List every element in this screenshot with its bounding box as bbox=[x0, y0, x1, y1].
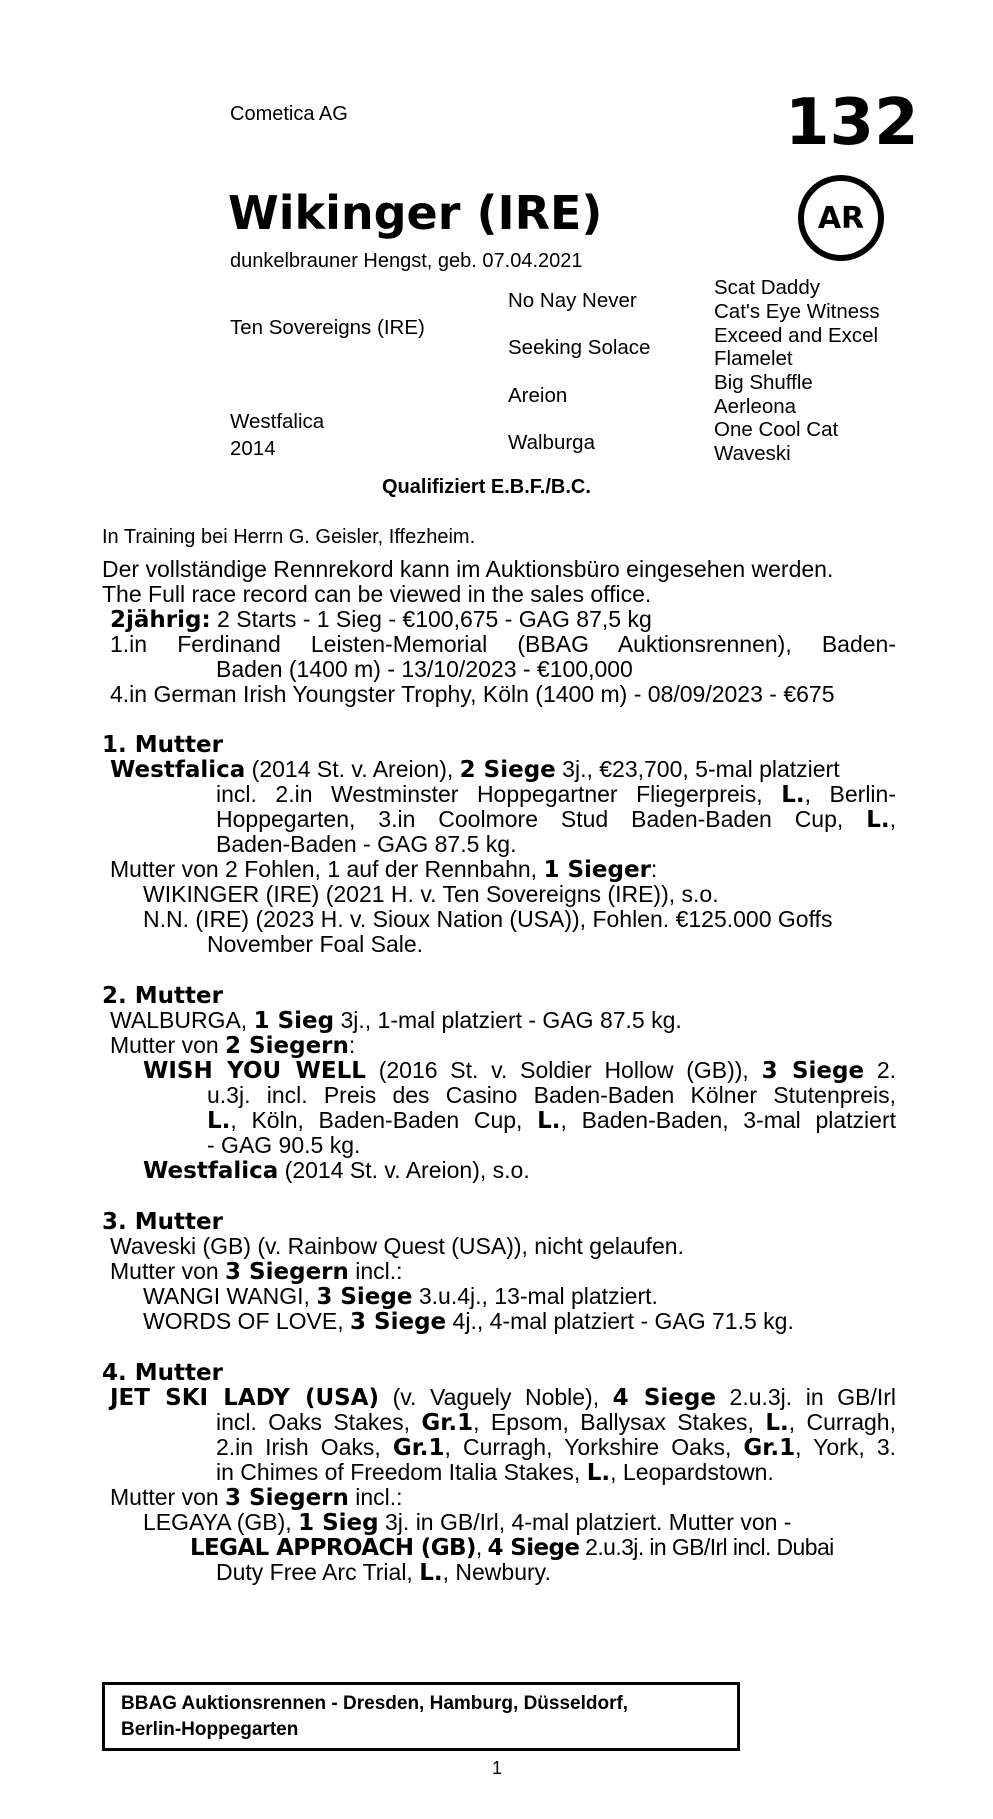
m4-produce: Mutter von 3 Siegern incl.: bbox=[110, 1484, 403, 1511]
m3-offspring: WANGI WANGI, 3 Siege 3.u.4j., 13-mal platziert. bbox=[143, 1283, 658, 1310]
m1-line: incl. 2.in Westminster Hoppegartner Fliegerpreis, L., Berlin- bbox=[216, 781, 896, 808]
section-heading-m4: 4. Mutter bbox=[102, 1360, 223, 1386]
m4-offspring: LEGAYA (GB), 1 Sieg 3j. in GB/Irl, 4-mal platziert. Mutter von - bbox=[143, 1509, 792, 1536]
pedigree-dam-year: 2014 bbox=[230, 437, 276, 460]
pedigree-gen3-item: Waveski bbox=[714, 442, 791, 465]
pedigree-gen3-item: Aerleona bbox=[714, 395, 797, 418]
m1-line: Baden-Baden - GAG 87.5 kg. bbox=[216, 831, 517, 857]
pedigree-gen2-item: Seeking Solace bbox=[508, 336, 651, 359]
m4-grand-offspring: LEGAL APPROACH (GB), 4 Siege 2.u.3j. in GB/Irl incl. Dubai bbox=[190, 1534, 834, 1561]
pedigree-gen3-item: Big Shuffle bbox=[714, 371, 813, 394]
pedigree-gen3-item: Scat Daddy bbox=[714, 276, 820, 299]
m1-line: Hoppegarten, 3.in Coolmore Stud Baden-Baden Cup, L., bbox=[216, 806, 896, 833]
pedigree-gen3-item: Exceed and Excel bbox=[714, 324, 879, 347]
qualification: Qualifiziert E.B.F./B.C. bbox=[382, 476, 591, 498]
pedigree-gen2-item: Areion bbox=[508, 384, 568, 407]
horse-description: dunkelbrauner Hengst, geb. 07.04.2021 bbox=[230, 250, 583, 272]
ar-badge-icon bbox=[798, 175, 884, 261]
lot-number: 132 bbox=[785, 86, 919, 160]
m1-foal-cont: November Foal Sale. bbox=[207, 931, 424, 957]
m2-offspring-cont: - GAG 90.5 kg. bbox=[207, 1132, 361, 1158]
m1-foal: WIKINGER (IRE) (2021 H. v. Ten Sovereigns (IRE)), s.o. bbox=[143, 881, 719, 907]
training-note: In Training bei Herrn G. Geisler, Iffezheim. bbox=[102, 526, 476, 548]
m2-line: WALBURGA, 1 Sieg 3j., 1-mal platziert - GAG 87.5 kg. bbox=[110, 1007, 682, 1034]
race-result: 4.in German Irish Youngster Trophy, Köln (1400 m) - 08/09/2023 - €675 bbox=[110, 681, 835, 707]
m2-offspring-cont: u.3j. incl. Preis des Casino Baden-Baden Kölner Stutenpreis, bbox=[207, 1082, 896, 1108]
vendor-name: Cometica AG bbox=[230, 103, 348, 125]
m1-foal: N.N. (IRE) (2023 H. v. Sioux Nation (USA)), Fohlen. €125.000 Goffs bbox=[143, 906, 833, 932]
pedigree-gen3-item: One Cool Cat bbox=[714, 418, 839, 441]
horse-name: Wikinger (IRE) bbox=[228, 186, 603, 240]
ar-badge-label: AR bbox=[817, 200, 865, 236]
m4-line: 2.in Irish Oaks, Gr.1, Curragh, Yorkshire Oaks, Gr.1, York, 3. bbox=[216, 1434, 896, 1461]
m2-offspring: WISH YOU WELL (2016 St. v. Soldier Hollow (GB)), 3 Siege 2. bbox=[143, 1057, 897, 1084]
m2-offspring-cont: L., Köln, Baden-Baden Cup, L., Baden-Baden, 3-mal platziert bbox=[207, 1107, 896, 1134]
footer-box bbox=[102, 1682, 740, 1751]
racing-summary: 2jährig: 2 Starts - 1 Sieg - €100,675 - GAG 87,5 kg bbox=[110, 606, 652, 633]
section-heading-m1: 1. Mutter bbox=[102, 732, 223, 758]
race-result: 1.in Ferdinand Leisten-Memorial (BBAG Auktionsrennen), Baden- bbox=[110, 631, 896, 657]
pedigree-dam: Westfalica bbox=[230, 410, 325, 433]
section-heading-m3: 3. Mutter bbox=[102, 1209, 223, 1235]
racing-age-label: 2jährig: bbox=[110, 607, 211, 633]
pedigree-gen2-item: No Nay Never bbox=[508, 289, 637, 312]
m1-produce: Mutter von 2 Fohlen, 1 auf der Rennbahn, 1 Sieger: bbox=[110, 856, 658, 883]
m4-line: JET SKI LADY (USA) (v. Vaguely Noble), 4 Siege 2.u.3j. in GB/Irl bbox=[110, 1384, 896, 1411]
m3-line: Waveski (GB) (v. Rainbow Quest (USA)), nicht gelaufen. bbox=[110, 1233, 684, 1259]
pedigree-gen2-item: Walburga bbox=[508, 431, 595, 454]
m2-offspring: Westfalica (2014 St. v. Areion), s.o. bbox=[143, 1157, 530, 1184]
record-note-en: The Full race record can be viewed in the sales office. bbox=[102, 581, 652, 607]
pedigree-gen3-item: Cat's Eye Witness bbox=[714, 300, 880, 323]
race-result-cont: Baden (1400 m) - 13/10/2023 - €100,000 bbox=[216, 656, 633, 682]
m3-produce: Mutter von 3 Siegern incl.: bbox=[110, 1258, 403, 1285]
footer-box-line: Berlin-Hoppegarten bbox=[121, 1719, 299, 1740]
record-note-de: Der vollständige Rennrekord kann im Auktionsbüro eingesehen werden. bbox=[102, 556, 834, 582]
m4-line: incl. Oaks Stakes, Gr.1, Epsom, Ballysax Stakes, L., Curragh, bbox=[216, 1409, 896, 1436]
pedigree-gen3-item: Flamelet bbox=[714, 347, 793, 370]
m4-grand-offspring-cont: Duty Free Arc Trial, L., Newbury. bbox=[216, 1559, 551, 1586]
m3-offspring: WORDS OF LOVE, 3 Siege 4j., 4-mal platziert - GAG 71.5 kg. bbox=[143, 1308, 794, 1335]
page-number: 1 bbox=[492, 1758, 503, 1778]
m2-produce: Mutter von 2 Siegern: bbox=[110, 1032, 356, 1059]
m4-line: in Chimes of Freedom Italia Stakes, L., Leopardstown. bbox=[216, 1459, 774, 1486]
pedigree-sire: Ten Sovereigns (IRE) bbox=[230, 316, 425, 339]
section-heading-m2: 2. Mutter bbox=[102, 983, 223, 1009]
footer-box-line: BBAG Auktionsrennen - Dresden, Hamburg, Düsseldorf, bbox=[121, 1693, 629, 1714]
m1-line: Westfalica (2014 St. v. Areion), 2 Siege 3j., €23,700, 5-mal platziert bbox=[110, 756, 840, 783]
